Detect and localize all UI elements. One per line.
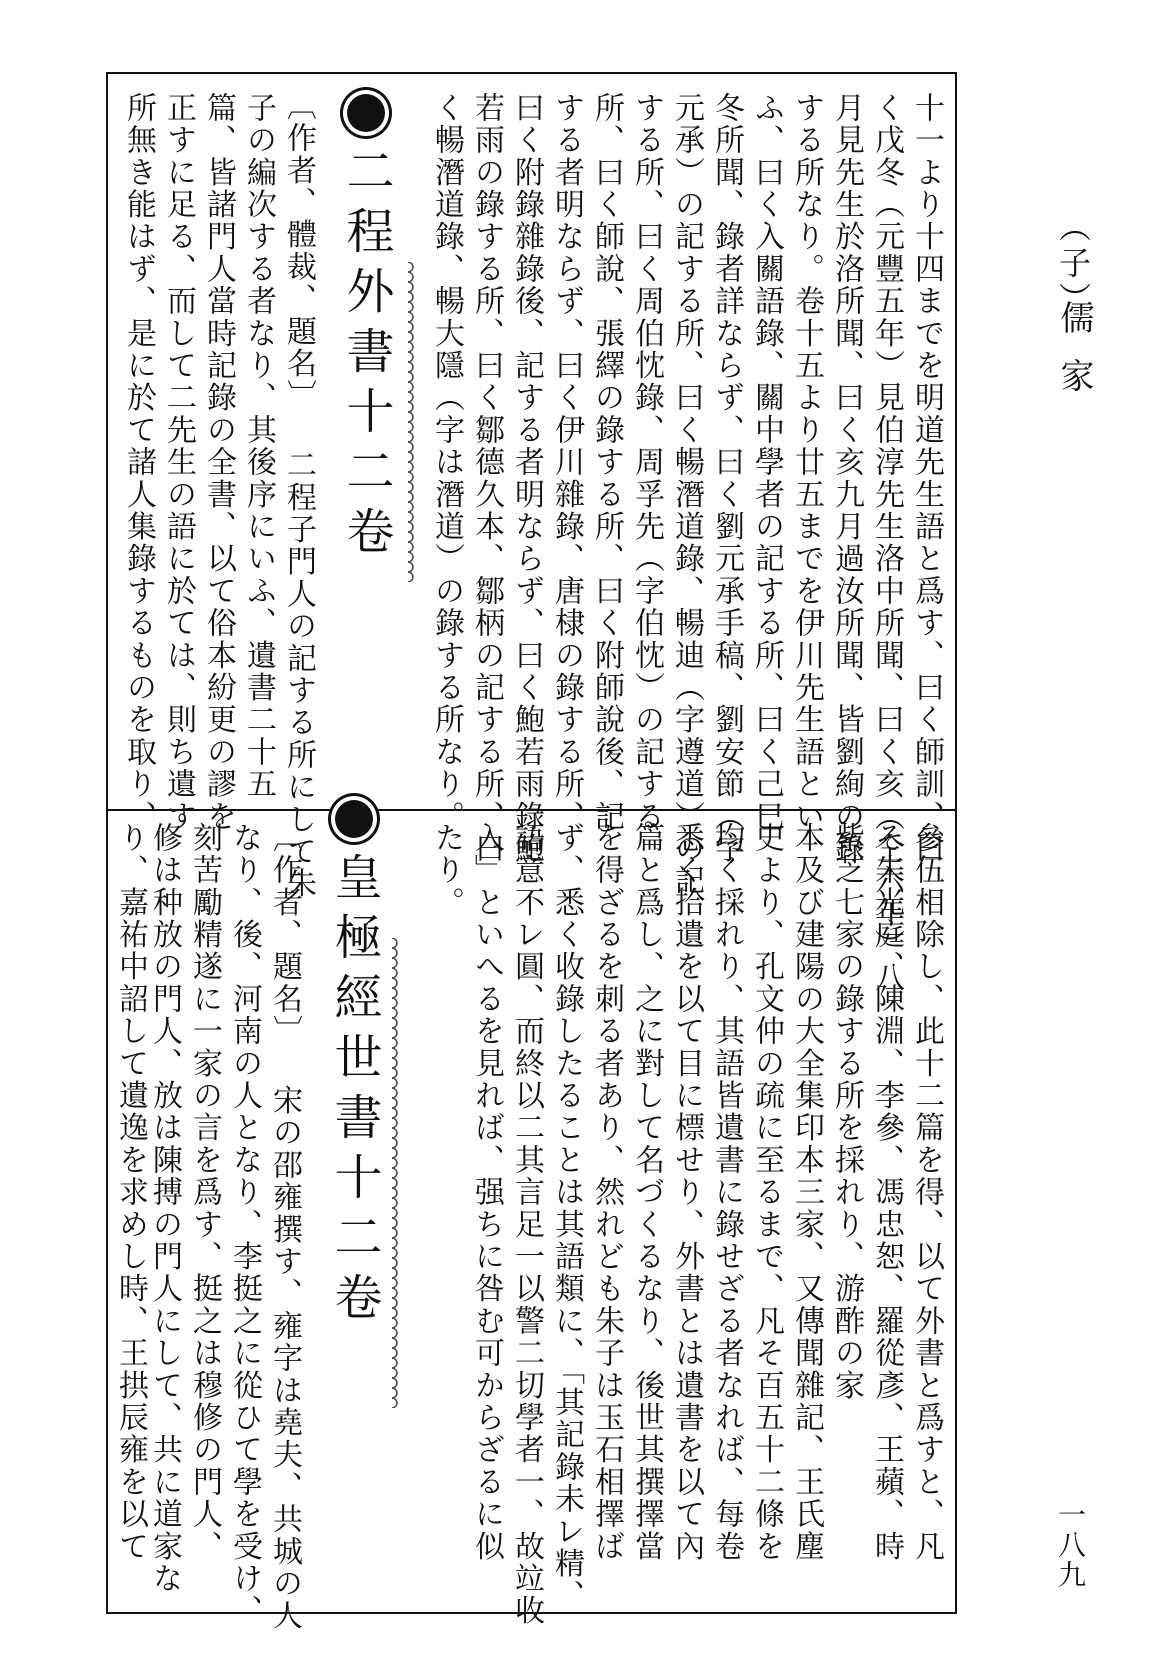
bottom-paragraph-line: 紫芝七家の錄する所を採れり、游酢の家 — [829, 822, 864, 1402]
top-entry-line: 〔作者、體裁、題名〕 二程子門人の記する所にして朱 — [281, 90, 316, 900]
top-paragraph-line: する者明ならず、曰く伊川雜錄、唐棣の錄する所、 — [549, 92, 584, 833]
section-name: 儒家 — [1054, 300, 1094, 416]
bottom-paragraph-line: 入」といへるを見れば、强ちに咎む可からざるに似 — [469, 822, 504, 1563]
top-paragraph-line: 所、曰く師說、張繹の錄する所、曰く附師說後、記 — [589, 92, 624, 833]
top-entry-line: 正すに足る、而して二先生の語に於ては、則ち遺す — [161, 92, 196, 833]
top-paragraph-line: 冬所聞、錄者詳ならず、曰く劉元承手稿、劉安節（字 — [709, 92, 744, 865]
top-paragraph-line: 元承）の記する所、曰く暢潛道錄、暢迪（字遵道）の記 — [669, 92, 704, 897]
top-paragraph-line: く戊冬（元豐五年）見伯淳先生洛中所聞、曰く亥（仝六年）八 — [869, 92, 904, 994]
bottom-paragraph-line: そ朱光庭、陳淵、李參、馮忠恕、羅從彥、王蘋、時 — [869, 822, 904, 1563]
top-paragraph-line: 曰く附錄雜錄後、記する者明ならず、曰く鮑若雨錄鮑 — [509, 92, 544, 865]
bottom-entry-line: 〔作者、題名〕 宋の邵雍撰す、雍字は堯夫、共城の人 — [267, 822, 302, 1632]
top-paragraph-line: 月見先生於洛所聞、曰く亥九月過汝所聞、皆劉絢の錄 — [829, 92, 864, 865]
bottom-paragraph-line: 均く採れり、其語皆遺書に錄せざる者なれば、每卷 — [709, 822, 744, 1563]
top-paragraph-line: く暢潛道錄、暢大隱（字は潛道）の錄する所なり。 — [429, 92, 464, 833]
top-paragraph-line: 十一より十四までを明道先生語と爲す、曰く師訓、曰 — [909, 92, 944, 865]
entry-title-block — [336, 94, 396, 566]
bottom-paragraph-line: 篇と爲し、之に對して名づくるなり、後世其撰擇當 — [629, 822, 664, 1563]
top-paragraph-line: ふ、曰く入關語錄、關中學者の記する所、曰く己巳 — [749, 92, 784, 833]
bottom-paragraph-line: 悉く拾遺を以て目に標せり、外書とは遺書を以て內 — [669, 822, 704, 1563]
top-paragraph-line: 若雨の錄する所、曰く鄒德久本、鄒柄の記する所、曰 — [469, 92, 504, 865]
bottom-paragraph-line: を得ざるを刺る者あり、然れども朱子は玉石相擇ば — [589, 822, 624, 1563]
bottom-paragraph-line: 本及び建陽の大全集印本三家、又傳聞雜記、王氏塵 — [789, 822, 824, 1563]
bottom-entry-line: 刻苦勵精遂に一家の言を爲す、挺之は穆修の門人、 — [187, 822, 222, 1563]
top-entry-line: 所無き能はず、是に於て諸人集錄するものを取り、 — [121, 92, 156, 833]
bottom-paragraph-line: 參伍相除し、此十二篇を得、以て外書と爲すと、凡 — [909, 822, 944, 1563]
bottom-entry-line: なり、後、河南の人となり、李挺之に從ひて學を受け、 — [227, 822, 262, 1627]
bottom-entry-line: 修は种放の門人、放は陳搏の門人にして、共に道家な — [147, 822, 182, 1595]
bottom-paragraph-line: 語意不レ圓、而終以二其言足一以警二切學者一、故竝收 — [509, 822, 544, 1627]
entry-title-block — [324, 800, 384, 1332]
wavy-separator — [408, 262, 422, 582]
entry-title: 皇極經世書十二卷 — [326, 852, 382, 1332]
entry-title: 二程外書十二卷 — [338, 146, 394, 566]
bottom-entry-line: り、嘉祐中詔して遺逸を求めし時、王拱辰雍を以て — [113, 822, 148, 1563]
top-paragraph-line: する所、曰く周伯忱錄、周孚先（字伯忱）の記する — [629, 92, 664, 833]
page-number: 一八九 — [1054, 1500, 1087, 1590]
bullet-icon — [347, 94, 385, 132]
bottom-paragraph-line: たり。 — [429, 822, 464, 919]
wavy-separator — [392, 938, 406, 1408]
top-entry-line: 篇、皆諸門人當時記錄の全書、以て俗本紛更の謬を — [201, 92, 236, 833]
top-paragraph-line: する所なり。卷十五より廿五までを伊川先生語とい — [789, 92, 824, 833]
bullet-icon — [335, 800, 373, 838]
top-entry-line: 子の編次する者なり、其後序にいふ、遺書二十五 — [241, 92, 276, 801]
bottom-paragraph-line: 史より、孔文仲の疏に至るまで、凡そ百五十二條を — [749, 822, 784, 1563]
section-marker: （子） — [1054, 210, 1092, 318]
bottom-paragraph-line: ず、悉く收錄したることは其語類に、「其記錄未レ精、 — [549, 822, 584, 1612]
